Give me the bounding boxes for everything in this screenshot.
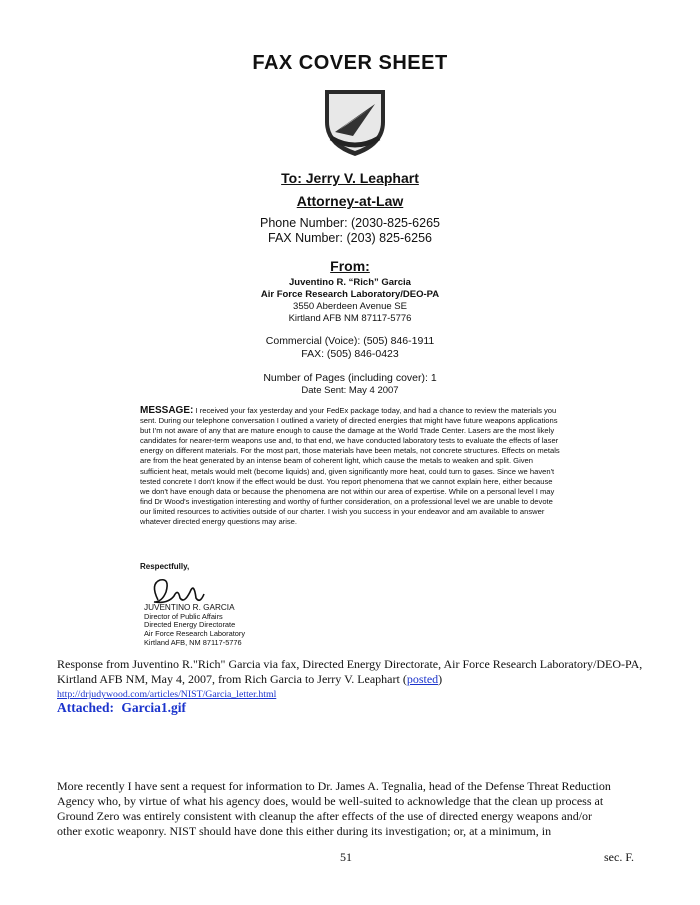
- sig-address: Kirtland AFB, NM 87117-5776: [144, 637, 242, 647]
- body-paragraph: [57, 779, 657, 839]
- handwritten-signature: [144, 574, 214, 606]
- paragraph-line: Agency who, by virtue of what his agency does, would be well-suited to acknowledge that the clean up process at: [57, 794, 604, 808]
- fax-date-sent: Date Sent: May 4 2007: [301, 385, 399, 396]
- fax-recipient: To: Jerry V. Leaphart: [281, 170, 419, 186]
- attachment-line: [57, 700, 186, 716]
- attached-label: Attached:: [57, 700, 114, 715]
- fax-phone: Phone Number: (2030-825-6265: [260, 216, 440, 230]
- fax-closing: Respectfully,: [140, 562, 190, 571]
- fax-commercial-voice: Commercial (Voice): (505) 846-1911: [265, 335, 435, 347]
- fax-signature-block: [144, 604, 245, 648]
- fax-from-fax: FAX: (505) 846-0423: [301, 348, 399, 360]
- paragraph-line: other exotic weaponry. NIST should have done this either during its investigation; or, at a minimum, in: [57, 824, 552, 838]
- image-caption: [57, 657, 657, 703]
- fax-cover-sheet-image: [130, 50, 570, 650]
- fax-page-count: Number of Pages (including cover): 1: [263, 372, 437, 384]
- page-number: 51: [340, 850, 352, 864]
- afrl-seal-logo: [317, 82, 393, 158]
- fax-fax-number: FAX Number: (203) 825-6256: [268, 231, 432, 245]
- sig-lab: Air Force Research Laboratory: [144, 629, 246, 639]
- source-url-link[interactable]: http://drjudywood.com/articles/NIST/Garcia_letter.html: [57, 689, 277, 700]
- fax-message-label: MESSAGE:: [140, 405, 194, 416]
- caption-text: Response from Juventino R."Rich" Garcia via fax, Directed Energy Directorate, Air Force Research Laboratory/DEO-PA, Kirtland AFB NM, May 4, 2007, from Rich Garcia to Jerry V. Leaphart (: [57, 657, 643, 686]
- fax-title: FAX COVER SHEET: [252, 52, 448, 74]
- fax-from-heading: From:: [330, 258, 370, 274]
- sig-title: Director of Public Affairs: [144, 611, 223, 621]
- posted-link[interactable]: posted: [406, 671, 439, 686]
- fax-from-org: Air Force Research Laboratory/DEO-PA: [260, 289, 440, 300]
- fax-from-address2: Kirtland AFB NM 87117-5776: [288, 313, 412, 324]
- paragraph-line: Ground Zero was entirely consistent with cleanup the after effects of the use of directed energy weapons and/or: [57, 809, 593, 823]
- sig-directorate: Directed Energy Directorate: [144, 620, 236, 630]
- fax-from-address1: 3550 Aberdeen Avenue SE: [293, 301, 407, 312]
- attached-file: Garcia1.gif: [121, 700, 186, 715]
- caption-close-paren: ): [438, 671, 443, 686]
- sig-name: JUVENTINO R. GARCIA: [144, 603, 235, 612]
- fax-message: [140, 406, 560, 527]
- paragraph-line: More recently I have sent a request for information to Dr. James A. Tegnalia, head of the Defense Threat Reduction: [57, 779, 611, 793]
- fax-message-text: I received your fax yesterday and your FedEx package today, and had a chance to review the materials you sent. During our telephone conversation I outlined a variety of directed energies that might have future weapons applications but I'm not aware of any that are mature enough to cause the damage at the World Trade Center. Lasers are the most likely candidates for nearer-term weapons use and, to that end, we have conducted laboratory tests to evaluate the effects of laser energy on different materials. For the most part, those materials have been metals, not concrete structures. Effects on metals are from the heat generated by an intense beam of coherent light, which cause the metals to weaken and split. Given sufficient heat, metals would melt (become liquids) and, given significantly more heat, could turn to gases. Since we haven't tested concrete I don't know if the effect would be dust. You report phenomena that we cannot explain here, either because we don't have enough data or because the phenomena are not within our area of expertise. While on a personal level I may find Dr Wood's investigation interesting and worthy of further consideration, on a professional level we are unable to devote our limited resources to activities outside of our charter. I wish you success in your endeavor and am available to answer whatever directed energy questions may arise.: [140, 406, 560, 527]
- fax-recipient-title: Attorney-at-Law: [296, 193, 404, 209]
- fax-from-name: Juventino R. “Rich” Garcia: [289, 277, 411, 288]
- section-label: sec. F.: [604, 850, 635, 864]
